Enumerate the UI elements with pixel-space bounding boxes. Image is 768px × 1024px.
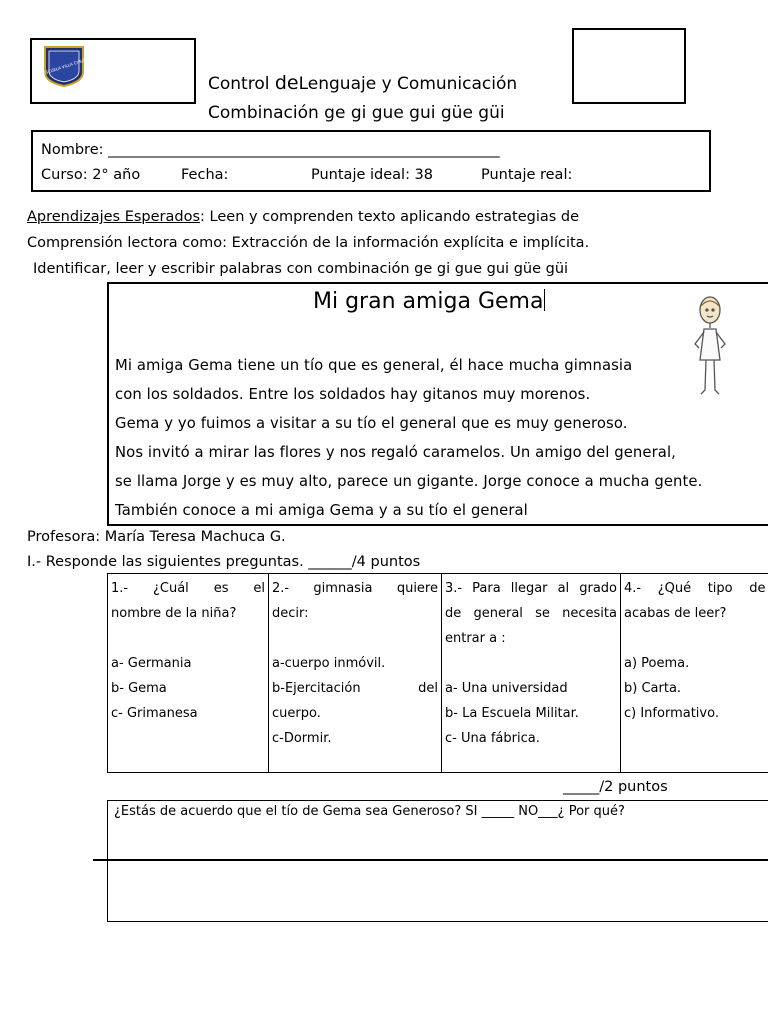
objectives-line-2: Comprensión lectora como: Extracción de la información explícita e implícita. <box>27 235 590 251</box>
question-1-option-c[interactable]: c- Grimanesa <box>111 706 198 721</box>
question-4-line-2: acabas de leer? <box>624 606 727 621</box>
story-line-6: También conoce a mi amiga Gema y a su tío el general <box>115 502 528 519</box>
ideal-score-label: Puntaje ideal: 38 <box>311 167 434 183</box>
question-3-line-2: de general se necesita <box>445 606 617 621</box>
school-crest-icon <box>42 44 86 88</box>
story-title-text: Mi gran amiga Gema <box>313 289 544 314</box>
answer-line <box>93 859 768 861</box>
story-line-4: Nos invitó a mirar las flores y nos regaló caramelos. Un amigo del general, <box>115 444 676 461</box>
question-3-option-a[interactable]: a- Una universidad <box>445 681 568 696</box>
section1-instruction: I.- Responde las siguientes preguntas. ______/4 puntos <box>27 554 421 570</box>
title-de: de <box>274 72 299 94</box>
girl-illustration-icon <box>690 294 730 406</box>
date-field[interactable]: Fecha: <box>181 167 229 183</box>
question-2-option-b-cont: cuerpo. <box>272 706 321 721</box>
question-3-option-c[interactable]: c- Una fábrica. <box>445 731 540 746</box>
grade-box <box>572 28 686 104</box>
questions-table <box>107 573 768 773</box>
real-score-field[interactable]: Puntaje real: <box>481 167 573 183</box>
question-2-option-a[interactable]: a-cuerpo inmóvil. <box>272 656 386 671</box>
question-4-line-1: 4.- ¿Qué tipo de <box>624 581 766 596</box>
objectives-line-1 <box>27 209 579 225</box>
objectives-line-1-text: : Leen y comprenden texto aplicando estrategias de <box>200 209 580 225</box>
crest-text: ESCUELA VILLA CHILE <box>42 57 86 76</box>
title-subject: Lenguaje y Comunicación <box>298 74 518 94</box>
question-2-option-c[interactable]: c-Dormir. <box>272 731 332 746</box>
question-4-option-c[interactable]: c) Informativo. <box>624 706 719 721</box>
story-line-2: con los soldados. Entre los soldados hay gitanos muy morenos. <box>115 386 591 403</box>
story-title <box>313 289 545 314</box>
objectives-line-3: Identificar, leer y escribir palabras con combinación ge gi gue gui güe güi <box>33 261 569 277</box>
question-4-option-b[interactable]: b) Carta. <box>624 681 682 696</box>
question-2-line-1: 2.- gimnasia quiere <box>272 581 438 596</box>
question-4-cell <box>621 574 768 773</box>
question-2-line-2: decir: <box>272 606 309 621</box>
story-line-1: Mi amiga Gema tiene un tío que es general, él hace mucha gimnasia <box>115 357 633 374</box>
teacher-name: Profesora: María Teresa Machuca G. <box>27 529 286 545</box>
logo-box <box>30 38 196 104</box>
title-prefix: Control <box>208 74 275 94</box>
question-2-option-b[interactable]: b-Ejercitación del <box>272 681 438 696</box>
name-field[interactable]: Nombre: ______________________________________________________ <box>41 142 500 158</box>
question-3-line-1: 3.- Para llegar al grado <box>445 581 617 596</box>
question-1-option-a[interactable]: a- Germania <box>111 656 192 671</box>
question-2-cell <box>269 574 442 773</box>
text-caret <box>544 289 545 311</box>
page-title <box>208 72 517 94</box>
question-3-cell <box>442 574 621 773</box>
question-4-option-a[interactable]: a) Poema. <box>624 656 690 671</box>
objectives-heading: Aprendizajes Esperados <box>27 209 201 225</box>
story-line-3: Gema y yo fuimos a visitar a su tío el general que es muy generoso. <box>115 415 628 432</box>
question-3-option-b[interactable]: b- La Escuela Militar. <box>445 706 579 721</box>
page-subtitle: Combinación ge gi gue gui güe güi <box>208 103 505 123</box>
section2-question: ¿Estás de acuerdo que el tío de Gema sea Generoso? SI _____ NO___¿ Por qué? <box>114 804 625 819</box>
section2-score: _____/2 puntos <box>563 779 668 795</box>
question-1-option-b[interactable]: b- Gema <box>111 681 167 696</box>
question-1-cell <box>108 574 269 773</box>
course-label: Curso: 2° año <box>41 167 141 183</box>
question-3-line-3: entrar a : <box>445 631 506 646</box>
question-1-line-1: 1.- ¿Cuál es el <box>111 581 265 596</box>
question-1-line-2: nombre de la niña? <box>111 606 237 621</box>
story-line-5: se llama Jorge y es muy alto, parece un gigante. Jorge conoce a mucha gente. <box>115 473 703 490</box>
